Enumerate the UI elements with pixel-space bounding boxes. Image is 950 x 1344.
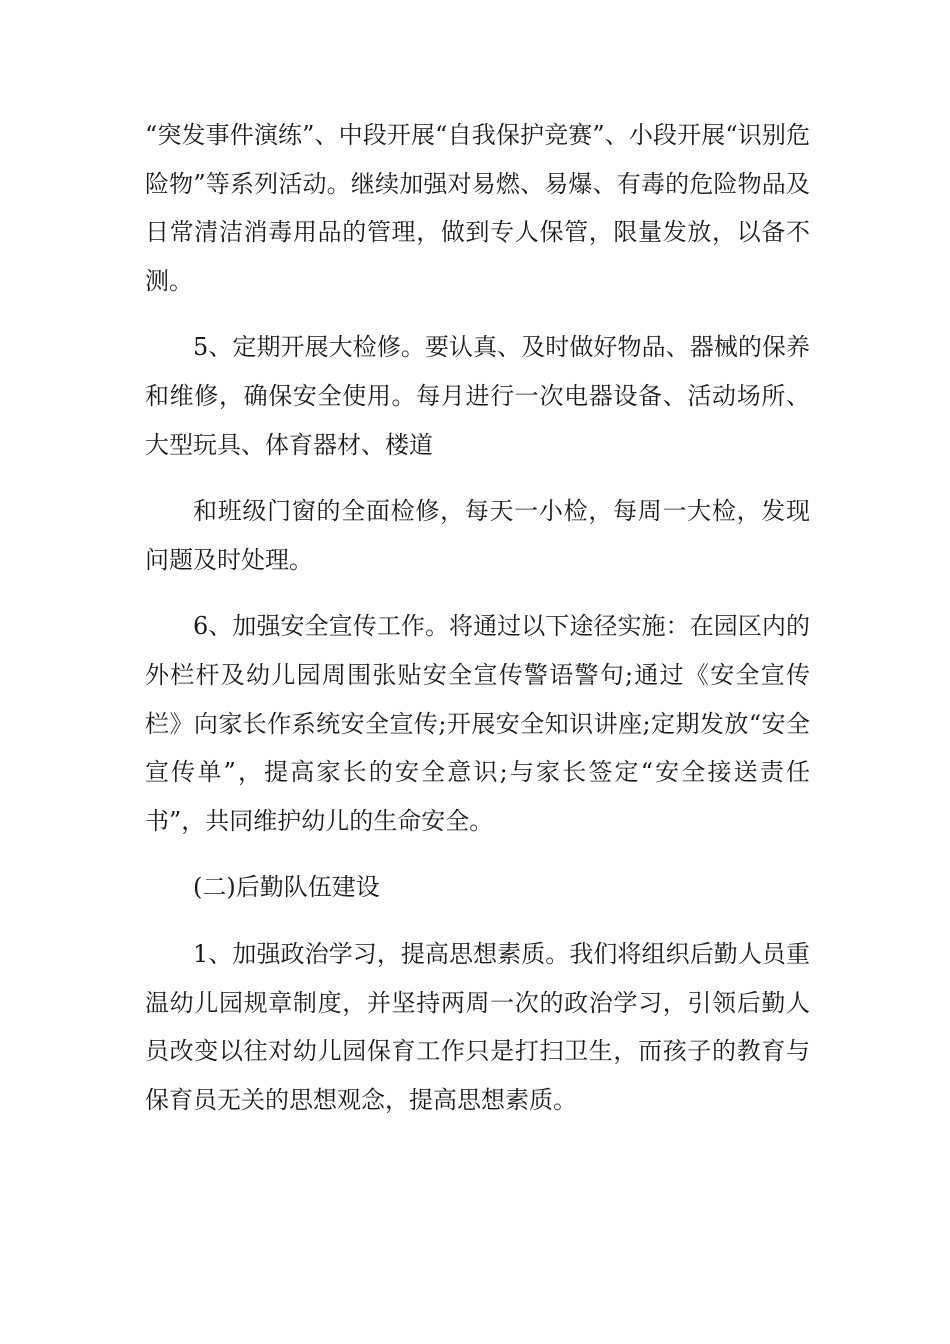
paragraph-activities-continuation: “突发事件演练”、中段开展“自我保护竞赛”、小段开展“识别危险物”等系列活动。继续加强对易燃、易爆、有毒的危险物品及日常清洁消毒用品的管理，做到专人保管，限量发放，以备不测。 [145,121,810,295]
paragraph-item-5-maintenance: 5、定期开展大检修。要认真、及时做好物品、器械的保养和维修，确保安全使用。每月进行一次电器设备、活动场所、大型玩具、体育器材、楼道 [145,333,810,459]
paragraph-item-5-continuation: 和班级门窗的全面检修，每天一小检，每周一大检，发现问题及时处理。 [145,497,810,574]
paragraph-item-6-publicity: 6、加强安全宣传工作。将通过以下途径实施：在园区内的外栏杆及幼儿园周围张贴安全宣传警语警句;通过《安全宣传栏》向家长作系统安全宣传;开展安全知识讲座;定期发放“安全宣传单”，提高家长的安全意识;与家长签定“安全接送责任书”，共同维护幼儿的生命安全。 [145,612,810,835]
document-body [145,111,810,1142]
paragraph-item-1-political-study: 1、加强政治学习，提高思想素质。我们将组织后勤人员重温幼儿园规章制度，并坚持两周一次的政治学习，引领后勤人员改变以往对幼儿园保育工作只是打扫卫生，而孩子的教育与保育员无关的思想观念，提高思想素质。 [145,939,810,1114]
section-heading-logistics-team: (二)后勤队伍建设 [193,873,380,902]
